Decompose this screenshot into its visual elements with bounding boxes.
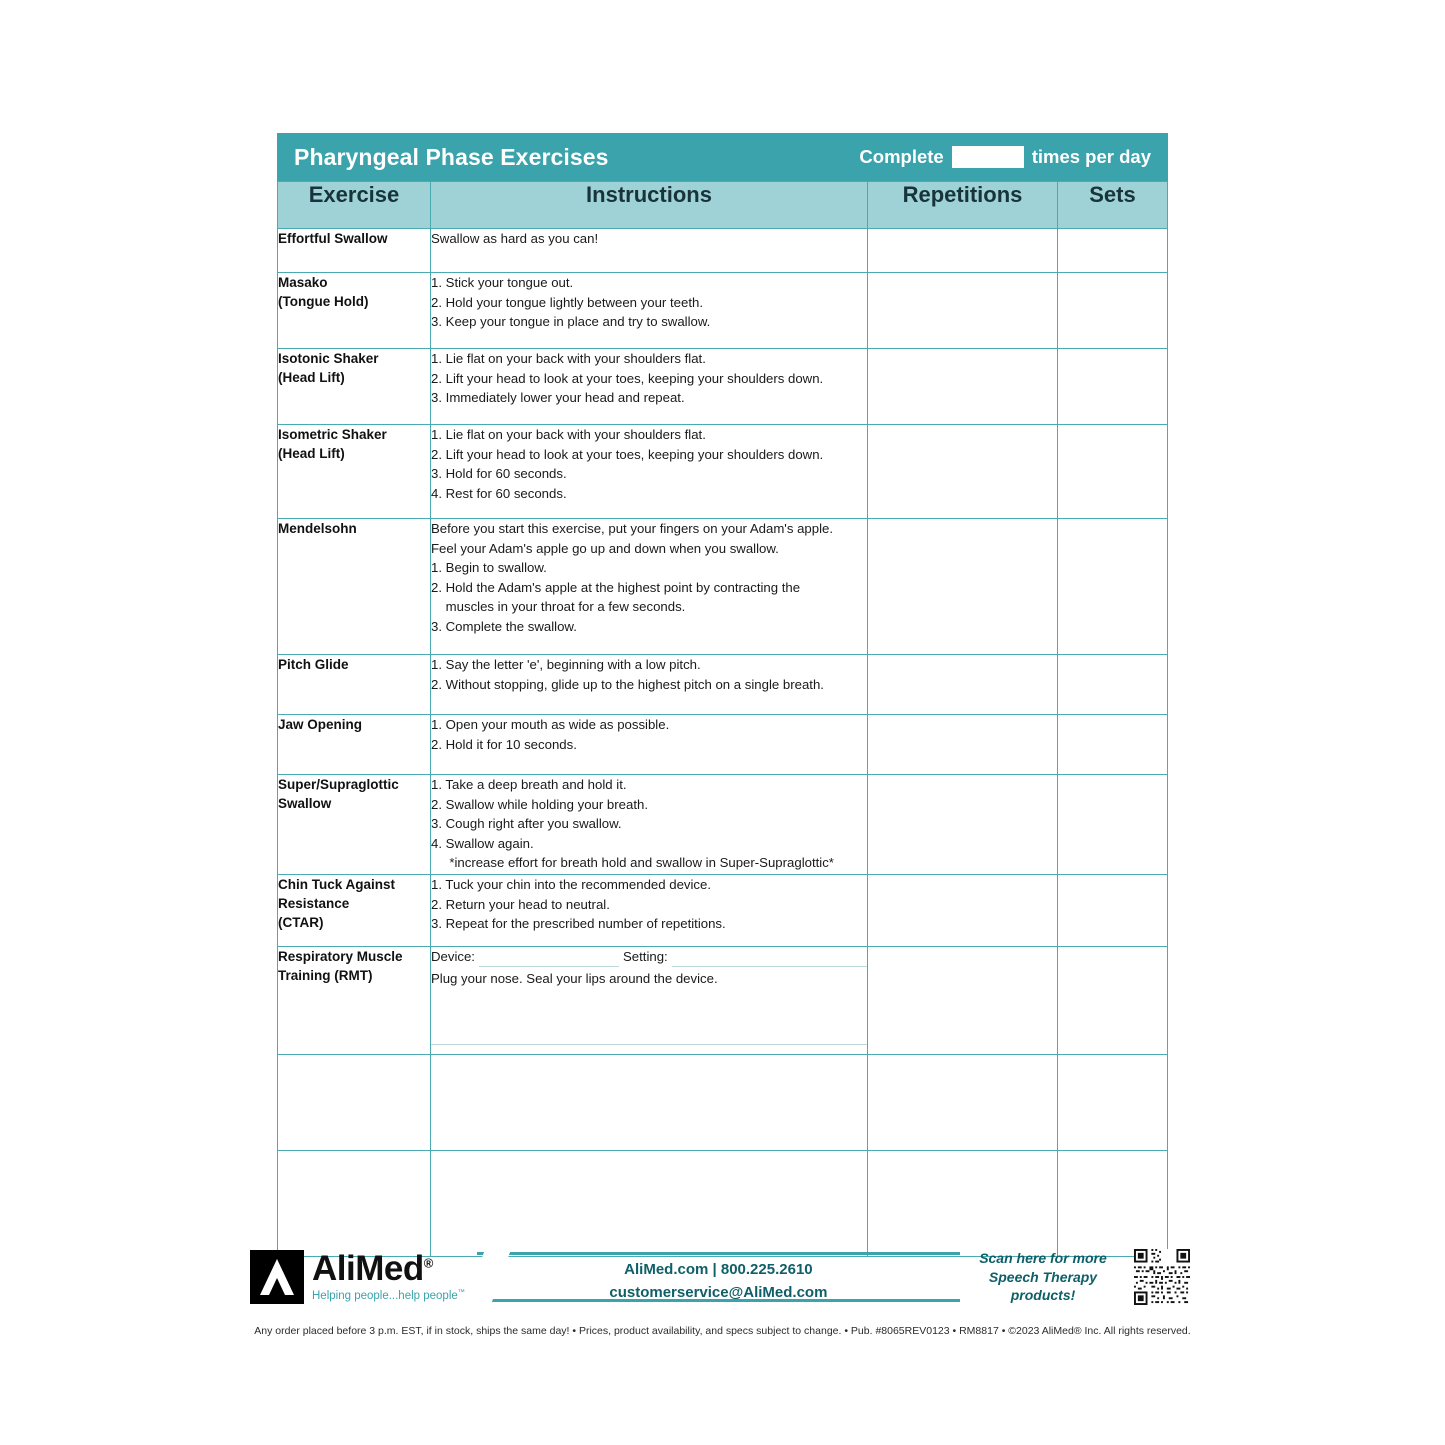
repetitions-cell[interactable] xyxy=(868,519,1058,655)
instructions-cell xyxy=(431,229,868,273)
sets-cell[interactable] xyxy=(1058,349,1168,425)
instruction-line: 2. Hold your tongue lightly between your teeth. xyxy=(431,294,703,310)
instruction-line: Plug your nose. Seal your lips around the device. xyxy=(431,970,718,986)
footer xyxy=(250,1247,1190,1307)
instructions-cell xyxy=(431,655,868,715)
complete-blank-field[interactable] xyxy=(952,146,1024,168)
instruction-line: Swallow as hard as you can! xyxy=(431,231,599,246)
instructions-cell xyxy=(431,775,868,875)
table-row xyxy=(278,229,1168,273)
instructions-cell xyxy=(431,349,868,425)
instruction-line: 2. Swallow while holding your breath. xyxy=(431,796,648,812)
scan-line-1: Scan here for more xyxy=(979,1249,1107,1266)
repetitions-cell[interactable] xyxy=(868,1151,1058,1257)
exercise-table xyxy=(277,181,1168,1257)
repetitions-cell[interactable] xyxy=(868,947,1058,1055)
table-body xyxy=(278,229,1168,1257)
contact-ribbon xyxy=(477,1248,960,1306)
page-title: Pharyngeal Phase Exercises xyxy=(294,143,609,170)
instructions-cell xyxy=(431,425,868,519)
alimed-logo xyxy=(250,1250,465,1304)
exercise-name-cell: Pitch Glide xyxy=(278,655,431,715)
table-row xyxy=(278,519,1168,655)
table-row xyxy=(278,425,1168,519)
repetitions-cell[interactable] xyxy=(868,775,1058,875)
registered-mark: ® xyxy=(423,1255,433,1271)
device-label: Device: xyxy=(431,949,475,964)
repetitions-cell[interactable] xyxy=(868,229,1058,273)
table-row xyxy=(278,715,1168,775)
sets-cell[interactable] xyxy=(1058,947,1168,1055)
repetitions-cell[interactable] xyxy=(868,1055,1058,1151)
contact-email[interactable]: customerservice@AliMed.com xyxy=(609,1283,828,1301)
repetitions-cell[interactable] xyxy=(868,349,1058,425)
scan-line-2: Speech Therapy products! xyxy=(988,1268,1098,1304)
sets-cell[interactable] xyxy=(1058,229,1168,273)
instruction-line: 1. Begin to swallow. xyxy=(431,560,547,576)
exercise-name-cell: Effortful Swallow xyxy=(278,229,431,273)
instruction-line: 1. Take a deep breath and hold it. xyxy=(431,777,627,792)
instruction-line: Feel your Adam's apple go up and down when you swallow. xyxy=(431,540,779,556)
repetitions-cell[interactable] xyxy=(868,875,1058,947)
instruction-line: 3. Complete the swallow. xyxy=(431,618,577,634)
sets-cell[interactable] xyxy=(1058,775,1168,875)
column-header-sets: Sets xyxy=(1058,182,1168,229)
instruction-line: 2. Lift your head to look at your toes, keeping your shoulders down. xyxy=(431,370,824,386)
trademark-mark: ™ xyxy=(457,1289,465,1297)
instructions-cell xyxy=(431,875,868,947)
table-row xyxy=(278,1055,1168,1151)
instruction-line: 3. Cough right after you swallow. xyxy=(431,816,622,832)
table-row xyxy=(278,875,1168,947)
column-header-instructions: Instructions xyxy=(431,182,868,229)
instruction-line: 1. Lie flat on your back with your shoulders flat. xyxy=(431,427,706,442)
rmt-fields xyxy=(431,947,867,967)
instruction-line: 1. Lie flat on your back with your shoulders flat. xyxy=(431,351,706,366)
instruction-line: 2. Lift your head to look at your toes, keeping your shoulders down. xyxy=(431,446,824,462)
sets-cell[interactable] xyxy=(1058,1055,1168,1151)
setting-input[interactable] xyxy=(672,952,867,967)
times-per-day-label: times per day xyxy=(1031,146,1151,167)
exercise-name-cell xyxy=(278,1055,431,1151)
exercise-name-cell: Masako (Tongue Hold) xyxy=(278,273,431,349)
table-row xyxy=(278,775,1168,875)
instruction-line: muscles in your throat for a few seconds. xyxy=(431,599,686,615)
instruction-line: 1. Open your mouth as wide as possible. xyxy=(431,717,670,732)
repetitions-cell[interactable] xyxy=(868,273,1058,349)
instruction-line: 3. Immediately lower your head and repeat. xyxy=(431,390,685,406)
table-row xyxy=(278,273,1168,349)
instructions-cell xyxy=(431,519,868,655)
exercise-name-cell: Isotonic Shaker (Head Lift) xyxy=(278,349,431,425)
qr-code-icon[interactable] xyxy=(1134,1249,1190,1305)
contact-web-phone[interactable]: AliMed.com | 800.225.2610 xyxy=(624,1261,813,1278)
instruction-line: 1. Tuck your chin into the recommended device. xyxy=(431,877,712,892)
table-row xyxy=(278,349,1168,425)
table-row xyxy=(278,1151,1168,1257)
sets-cell[interactable] xyxy=(1058,655,1168,715)
instruction-line: 2. Return your head to neutral. xyxy=(431,896,610,912)
fineprint: Any order placed before 3 p.m. EST, if in stock, ships the same day! • Prices, product availability, and specs subject to change. • Pub. #8065REV0123 • RM8817 • ©2023 AliMed® Inc. All rights reserved. xyxy=(254,1325,1191,1337)
brand-tagline: Helping people...help people xyxy=(312,1290,458,1303)
repetitions-cell[interactable] xyxy=(868,425,1058,519)
alimed-mark-icon xyxy=(250,1250,304,1304)
sets-cell[interactable] xyxy=(1058,1151,1168,1257)
column-header-repetitions: Repetitions xyxy=(868,182,1058,229)
instruction-line: 3. Hold for 60 seconds. xyxy=(431,466,567,482)
instruction-line: 1. Stick your tongue out. xyxy=(431,275,574,290)
exercise-name-cell: Mendelsohn xyxy=(278,519,431,655)
worksheet xyxy=(277,133,1168,1257)
table-header-row xyxy=(278,182,1168,229)
instructions-cell xyxy=(431,1151,868,1257)
setting-label: Setting: xyxy=(622,949,668,964)
instruction-line: 4. Swallow again. xyxy=(431,835,534,851)
sets-cell[interactable] xyxy=(1058,425,1168,519)
instructions-cell xyxy=(431,273,868,349)
brand-name: AliMed xyxy=(312,1249,424,1289)
exercise-name-cell xyxy=(278,1151,431,1257)
exercise-name-cell: Jaw Opening xyxy=(278,715,431,775)
table-row xyxy=(278,947,1168,1055)
scan-block xyxy=(960,1249,1190,1306)
instruction-line: 2. Hold the Adam's apple at the highest point by contracting the xyxy=(431,579,801,595)
exercise-name-cell: Chin Tuck Against Resistance (CTAR) xyxy=(278,875,431,947)
instruction-line: 2. Without stopping, glide up to the highest pitch on a single breath. xyxy=(431,676,824,692)
column-header-exercise: Exercise xyxy=(278,182,431,229)
complete-frequency xyxy=(859,146,1151,168)
title-bar xyxy=(277,133,1168,181)
sets-cell[interactable] xyxy=(1058,875,1168,947)
instruction-line: 1. Say the letter 'e', beginning with a low pitch. xyxy=(431,657,701,672)
device-input[interactable] xyxy=(479,952,619,967)
instructions-cell xyxy=(431,947,868,1055)
repetitions-cell[interactable] xyxy=(868,655,1058,715)
exercise-name-cell: Respiratory Muscle Training (RMT) xyxy=(278,947,431,1055)
sets-cell[interactable] xyxy=(1058,715,1168,775)
notes-line[interactable] xyxy=(431,1022,867,1045)
table-row xyxy=(278,655,1168,715)
instructions-cell xyxy=(431,1055,868,1151)
sets-cell[interactable] xyxy=(1058,273,1168,349)
instruction-line: *increase effort for breath hold and swallow in Super-Supraglottic* xyxy=(431,855,834,871)
exercise-name-cell: Isometric Shaker (Head Lift) xyxy=(278,425,431,519)
instruction-line: 3. Repeat for the prescribed number of repetitions. xyxy=(431,916,726,932)
instruction-line: 2. Hold it for 10 seconds. xyxy=(431,736,577,752)
complete-label: Complete xyxy=(859,146,944,167)
instruction-line: 4. Rest for 60 seconds. xyxy=(431,485,567,501)
instruction-line: 3. Keep your tongue in place and try to swallow. xyxy=(431,314,711,330)
exercise-name-cell: Super/Supraglottic Swallow xyxy=(278,775,431,875)
instruction-line: Before you start this exercise, put your fingers on your Adam's apple. xyxy=(431,521,834,536)
repetitions-cell[interactable] xyxy=(868,715,1058,775)
sets-cell[interactable] xyxy=(1058,519,1168,655)
instructions-cell xyxy=(431,715,868,775)
